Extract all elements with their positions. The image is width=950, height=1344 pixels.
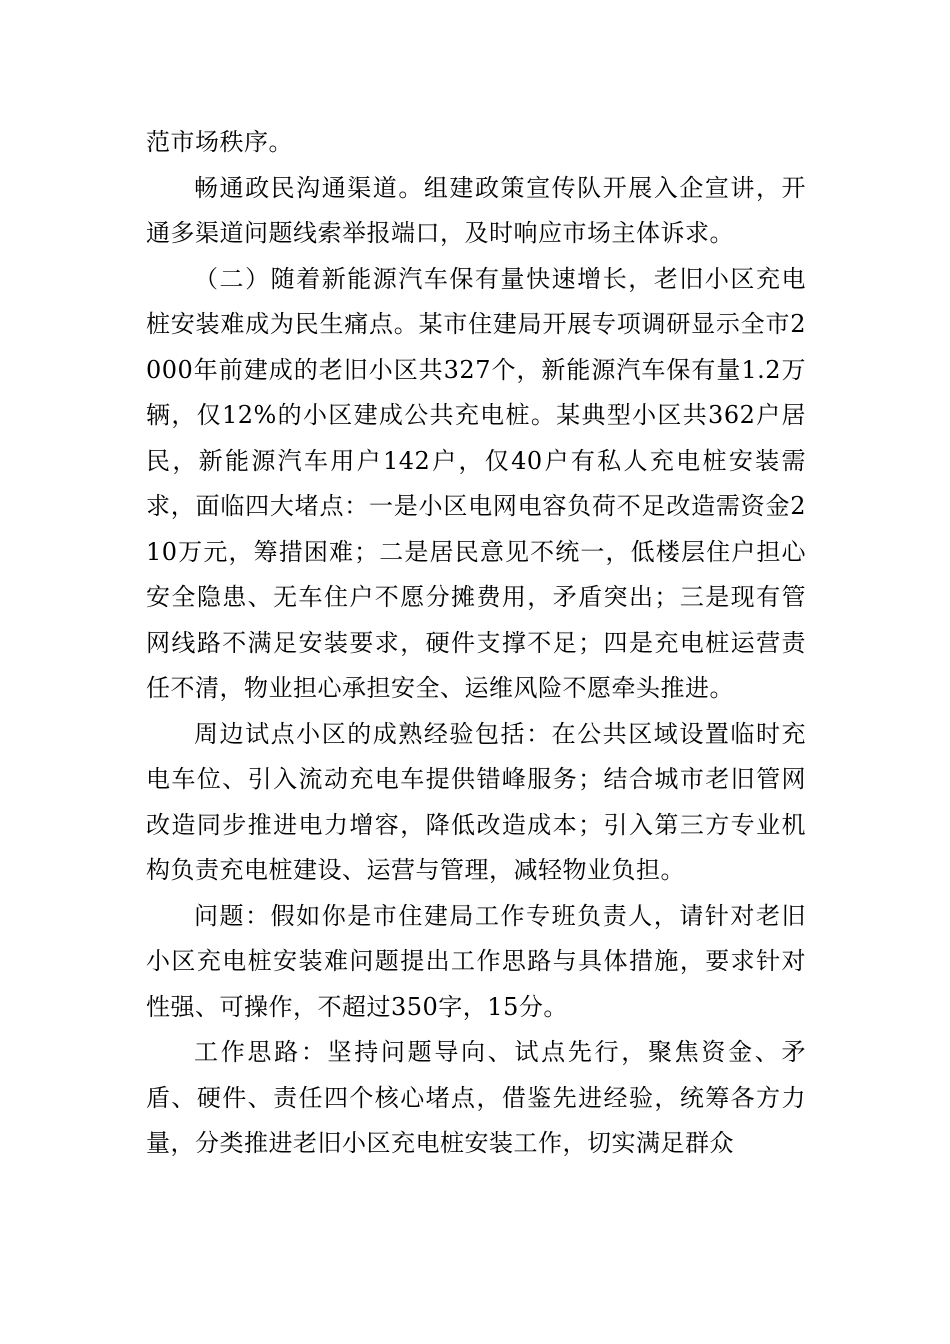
document-body — [146, 120, 806, 1167]
paragraph-case-background: （二）随着新能源汽车保有量快速增长，老旧小区充电桩安装难成为民生痛点。某市住建局开展专项调研显示全市2000年前建成的老旧小区共327个，新能源汽车保有量1.2万辆，仅12%的小区建成公共充电桩。某典型小区共362户居民，新能源汽车用户142户，仅40户有私人充电桩安装需求，面临四大堵点：一是小区电网电容负荷不足改造需资金210万元，筹措困难；二是居民意见不统一，低楼层住户担心安全隐患、无车住户不愿分摊费用，矛盾突出；三是现有管网线路不满足安装要求，硬件支撑不足；四是充电桩运营责任不清，物业担心承担安全、运维风险不愿牵头推进。 — [146, 264, 806, 702]
paragraph-work-approach: 工作思路：坚持问题导向、试点先行，聚焦资金、矛盾、硬件、责任四个核心堵点，借鉴先进经验，统筹各方力量，分类推进老旧小区充电桩安装工作，切实满足群众 — [146, 1038, 806, 1157]
paragraph-pilot-experience: 周边试点小区的成熟经验包括：在公共区域设置临时充电车位、引入流动充电车提供错峰服务；结合城市老旧管网改造同步推进电力增容，降低改造成本；引入第三方专业机构负责充电桩建设、运营与管理，减轻物业负担。 — [146, 719, 806, 884]
paragraph-continuation: 范市场秩序。 — [146, 128, 293, 156]
paragraph-communication-channels: 畅通政民沟通渠道。组建政策宣传队开展入企宣讲，开通多渠道问题线索举报端口，及时响应市场主体诉求。 — [146, 173, 806, 247]
paragraph-question: 问题：假如你是市住建局工作专班负责人，请针对老旧小区充电桩安装难问题提出工作思路与具体措施，要求针对性强、可操作，不超过350字，15分。 — [146, 901, 806, 1021]
